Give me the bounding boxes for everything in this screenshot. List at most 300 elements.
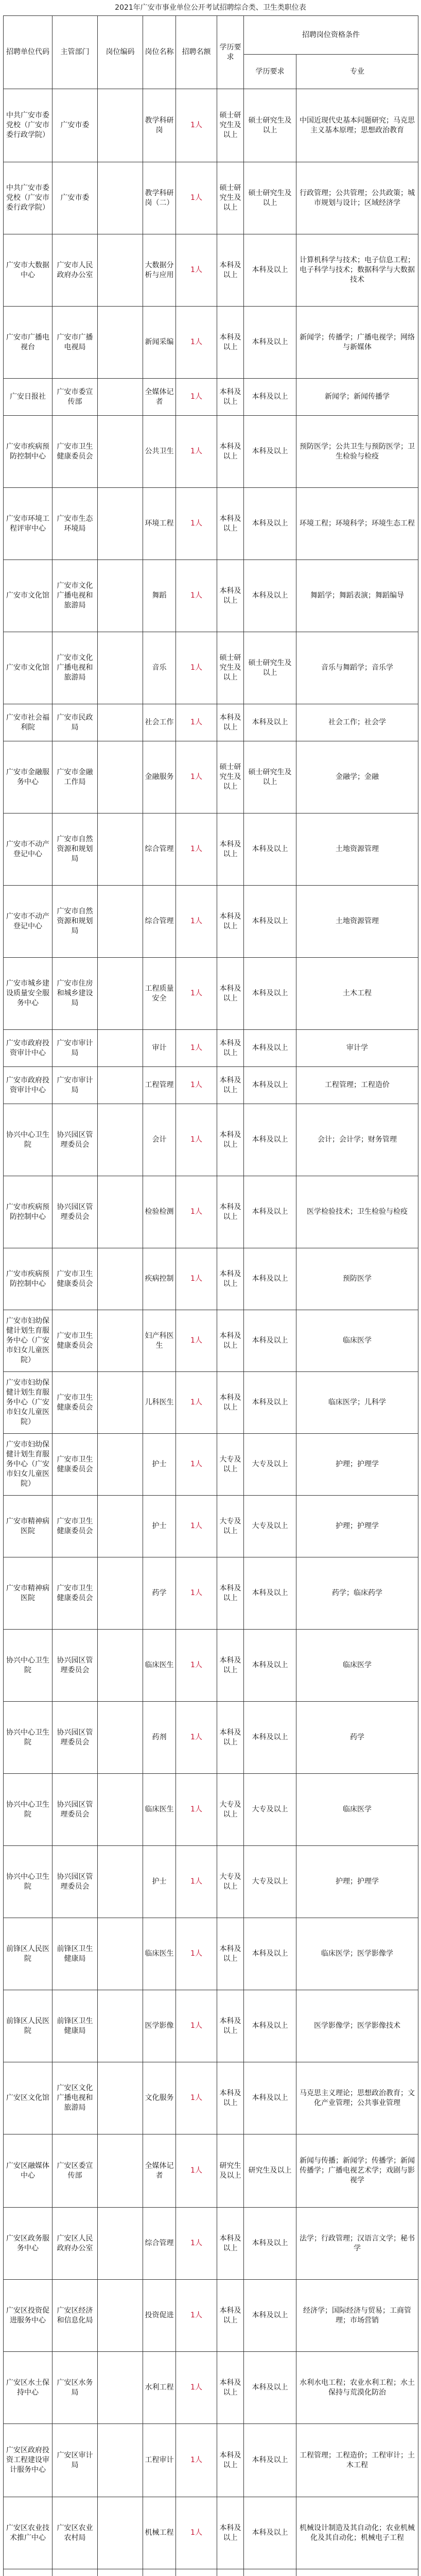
table-row <box>4 162 418 234</box>
edu-req-cell: 本科及以上 <box>244 814 296 886</box>
table-row <box>4 1702 418 1774</box>
post-name-cell: 全媒体记者 <box>143 379 176 416</box>
edu-cell: 本科及以上 <box>217 1067 244 1104</box>
edu-req-cell: 本科及以上 <box>244 1248 296 1310</box>
unit-cell: 广安市妇幼保健计划生育服务中心（广安市妇女儿童医院） <box>4 1310 52 1372</box>
table-row <box>4 488 418 560</box>
dept-cell: 协兴园区管理委员会 <box>52 1846 98 1918</box>
post-name-cell: 大数据分析与应用 <box>143 234 176 307</box>
count-cell: 1人 <box>176 1310 217 1372</box>
unit-cell: 广安市疾病预防控制中心 <box>4 1176 52 1248</box>
edu-cell: 大专及以上 <box>217 1846 244 1918</box>
post-code-cell <box>98 1846 143 1918</box>
post-code-cell <box>98 2497 143 2569</box>
dept-cell: 协兴园区管理委员会 <box>52 1104 98 1176</box>
edu-cell: 本科及以上 <box>217 2280 244 2352</box>
major-cell: 水利水电工程；农业水利工程；水土保持与荒漠化防治 <box>296 2352 418 2424</box>
major-cell: 中国近现代史基本问题研究；马克思主义基本原理；思想政治教育 <box>296 89 418 162</box>
dept-cell: 广安市自然资源和规划局 <box>52 886 98 958</box>
post-code-cell <box>98 1030 143 1067</box>
post-code-cell <box>98 2280 143 2352</box>
edu-req-cell: 本科及以上 <box>244 560 296 632</box>
post-name-cell: 护士 <box>143 1496 176 1557</box>
post-code-cell <box>98 488 143 560</box>
dept-cell: 广安市文化广播电视和旅游局 <box>52 632 98 704</box>
major-cell: 土地资源管理 <box>296 886 418 958</box>
edu-req-cell: 本科及以上 <box>244 379 296 416</box>
count-cell: 1人 <box>176 1774 217 1846</box>
post-code-cell <box>98 704 143 741</box>
table-row <box>4 2352 418 2424</box>
dept-cell: 广安区审计局 <box>52 2424 98 2497</box>
dept-cell: 广安市卫生健康委员会 <box>52 1557 98 1630</box>
edu-cell: 本科及以上 <box>217 1104 244 1176</box>
post-code-cell <box>98 2208 143 2280</box>
count-cell: 1人 <box>176 379 217 416</box>
edu-cell: 本科及以上 <box>217 1990 244 2062</box>
count-cell: 1人 <box>176 1702 217 1774</box>
table-row <box>4 1846 418 1918</box>
post-name-cell: 药剂 <box>143 1702 176 1774</box>
table-row <box>4 1030 418 1067</box>
edu-req-cell: 本科及以上 <box>244 1067 296 1104</box>
major-cell: 预防医学；公共卫生与预防医学；卫生检验与检疫 <box>296 416 418 488</box>
edu-cell: 本科及以上 <box>217 1372 244 1434</box>
post-code-cell <box>98 1310 143 1372</box>
post-name-cell: 综合管理 <box>143 814 176 886</box>
edu-cell: 本科及以上 <box>217 379 244 416</box>
dept-cell: 广安市卫生健康委员会 <box>52 1310 98 1372</box>
post-code-cell <box>98 1104 143 1176</box>
edu-req-cell: 本科及以上 <box>244 1990 296 2062</box>
major-cell: 土地资源管理 <box>296 814 418 886</box>
edu-req-cell: 硕士研究生及以上 <box>244 741 296 814</box>
post-name-cell: 检验检测 <box>143 1176 176 1248</box>
dept-cell: 广安区水务局 <box>52 2352 98 2424</box>
count-cell: 1人 <box>176 2497 217 2569</box>
table-row <box>4 89 418 162</box>
edu-cell: 本科及以上 <box>217 307 244 379</box>
unit-cell: 广安区投资促进服务中心 <box>4 2280 52 2352</box>
unit-cell: 广安日报社 <box>4 379 52 416</box>
post-name-cell: 临床医生 <box>143 1774 176 1846</box>
post-name-cell: 水利工程 <box>143 2352 176 2424</box>
post-code-cell <box>98 1774 143 1846</box>
edu-cell: 本科及以上 <box>217 1918 244 1990</box>
edu-cell: 本科及以上 <box>217 2062 244 2134</box>
count-cell: 1人 <box>176 886 217 958</box>
major-cell: 临床医学 <box>296 1310 418 1372</box>
edu-cell: 本科及以上 <box>217 1630 244 1702</box>
unit-cell: 广安市社会福利院 <box>4 704 52 741</box>
edu-cell: 硕士研究生及以上 <box>217 741 244 814</box>
table-row <box>4 2497 418 2569</box>
table-row <box>4 379 418 416</box>
edu-req-cell: 研究生及以上 <box>244 2134 296 2208</box>
post-name-cell: 音乐 <box>143 632 176 704</box>
table-row <box>4 1248 418 1310</box>
count-cell: 1人 <box>176 1030 217 1067</box>
edu-cell: 大专及以上 <box>217 1774 244 1846</box>
edu-req-cell: 本科及以上 <box>244 2352 296 2424</box>
major-cell: 护理；护理学 <box>296 1496 418 1557</box>
count-cell: 1人 <box>176 1557 217 1630</box>
edu-cell: 本科及以上 <box>217 2352 244 2424</box>
post-name-cell: 会计 <box>143 1104 176 1176</box>
count-cell: 1人 <box>176 741 217 814</box>
dept-cell: 广安市住房和城乡建设局 <box>52 958 98 1030</box>
post-name-cell: 审计 <box>143 1030 176 1067</box>
table-row <box>4 958 418 1030</box>
post-name-cell: 药学 <box>143 1557 176 1630</box>
edu-req-cell <box>244 2569 296 2576</box>
post-name-cell: 临床医生 <box>143 1918 176 1990</box>
edu-cell: 本科及以上 <box>217 1702 244 1774</box>
unit-cell: 广安市疾病预防控制中心 <box>4 416 52 488</box>
major-cell: 金融学；金融 <box>296 741 418 814</box>
count-cell: 1人 <box>176 1918 217 1990</box>
table-row <box>4 2208 418 2280</box>
table-row <box>4 741 418 814</box>
post-code-cell <box>98 560 143 632</box>
count-cell: 1人 <box>176 1372 217 1434</box>
edu-cell: 研究生及以上 <box>217 2134 244 2208</box>
major-cell: 工程管理；工程造价；工程审计；土木工程 <box>296 2424 418 2497</box>
major-cell: 工程管理；工程造价 <box>296 1067 418 1104</box>
major-cell <box>296 2569 418 2576</box>
major-cell: 护理；护理学 <box>296 1434 418 1496</box>
edu-req-cell: 本科及以上 <box>244 307 296 379</box>
post-code-cell <box>98 814 143 886</box>
post-name-cell: 综合管理 <box>143 2208 176 2280</box>
unit-cell: 广安区水土保持中心 <box>4 2352 52 2424</box>
post-name-cell: 环境工程 <box>143 488 176 560</box>
edu-req-cell: 本科及以上 <box>244 1702 296 1774</box>
unit-cell: 广安区农业技术推广中心 <box>4 2497 52 2569</box>
post-name-cell: 新闻采编 <box>143 307 176 379</box>
edu-req-cell: 本科及以上 <box>244 886 296 958</box>
major-cell: 临床医学 <box>296 1630 418 1702</box>
post-code-cell <box>98 1990 143 2062</box>
edu-req-cell: 本科及以上 <box>244 2424 296 2497</box>
edu-cell: 本科及以上 <box>217 2497 244 2569</box>
major-cell: 马克思主义理论；思想政治教育；文化产业管理；公共事业管理 <box>296 2062 418 2134</box>
unit-cell: 协兴中心卫生院 <box>4 1702 52 1774</box>
count-cell: 1人 <box>176 1067 217 1104</box>
post-name-cell: 机械工程 <box>143 2497 176 2569</box>
edu-req-cell: 本科及以上 <box>244 2497 296 2569</box>
major-cell: 临床医学；儿科学 <box>296 1372 418 1434</box>
edu-cell: 本科及以上 <box>217 814 244 886</box>
count-cell: 1人 <box>176 704 217 741</box>
edu-req-cell: 本科及以上 <box>244 1630 296 1702</box>
edu-req-cell: 本科及以上 <box>244 2208 296 2280</box>
post-code-cell <box>98 2062 143 2134</box>
post-code-cell <box>98 2424 143 2497</box>
major-cell: 新闻与传播；新闻学；传播学；新闻传播学；广播电视艺术学；戏剧与影视学 <box>296 2134 418 2208</box>
dept-cell: 广安区农业农村局 <box>52 2497 98 2569</box>
positions-body <box>4 89 418 2576</box>
dept-cell: 广安市卫生健康委员会 <box>52 1434 98 1496</box>
table-row <box>4 1104 418 1176</box>
major-cell: 护理；护理学 <box>296 1846 418 1918</box>
dept-cell <box>52 2569 98 2576</box>
post-name-cell: 工程审计 <box>143 2424 176 2497</box>
unit-cell: 广安市妇幼保健计划生育服务中心（广安市妇女儿童医院） <box>4 1434 52 1496</box>
post-code-cell <box>98 1067 143 1104</box>
unit-cell: 中共广安市委党校（广安市委行政学院） <box>4 89 52 162</box>
count-cell: 1人 <box>176 2208 217 2280</box>
table-row <box>4 814 418 886</box>
post-name-cell: 工程质量安全 <box>143 958 176 1030</box>
major-cell: 行政管理；公共管理；公共政策；城市规划与设计；区域经济学 <box>296 162 418 234</box>
count-cell: 1人 <box>176 416 217 488</box>
edu-req-cell: 本科及以上 <box>244 488 296 560</box>
post-code-cell <box>98 1434 143 1496</box>
unit-cell: 广安市政府投资审计中心 <box>4 1030 52 1067</box>
edu-req-cell: 本科及以上 <box>244 704 296 741</box>
dept-cell: 前锋区卫生健康局 <box>52 1990 98 2062</box>
count-cell: 1人 <box>176 958 217 1030</box>
major-cell: 社会工作；社会学 <box>296 704 418 741</box>
dept-cell: 广安市自然资源和规划局 <box>52 814 98 886</box>
post-code-cell <box>98 162 143 234</box>
major-cell: 临床医学 <box>296 1774 418 1846</box>
table-row <box>4 307 418 379</box>
table-row <box>4 632 418 704</box>
unit-cell <box>4 2569 52 2576</box>
major-cell: 新闻学；传播学；广播电视学；网络与新媒体 <box>296 307 418 379</box>
major-cell: 医学影像学；医学影像技术 <box>296 1990 418 2062</box>
post-code-cell <box>98 234 143 307</box>
major-cell: 环境工程；环境科学；环境生态工程 <box>296 488 418 560</box>
edu-req-cell: 硕士研究生及以上 <box>244 162 296 234</box>
unit-cell: 广安市大数据中心 <box>4 234 52 307</box>
table-row <box>4 1557 418 1630</box>
dept-cell: 广安市委宣传部 <box>52 379 98 416</box>
unit-cell: 广安市广播电视台 <box>4 307 52 379</box>
major-cell: 药学 <box>296 1702 418 1774</box>
major-cell: 音乐与舞蹈学；音乐学 <box>296 632 418 704</box>
post-code-cell <box>98 379 143 416</box>
edu-req-cell: 大专及以上 <box>244 1496 296 1557</box>
post-name-cell: 护士 <box>143 1846 176 1918</box>
edu-req-cell: 本科及以上 <box>244 1104 296 1176</box>
header-edu-2: 学历要求 <box>244 55 296 89</box>
major-cell: 医学检验技术；卫生检验与检疫 <box>296 1176 418 1248</box>
count-cell: 1人 <box>176 2424 217 2497</box>
dept-cell: 广安市文化广播电视和旅游局 <box>52 560 98 632</box>
unit-cell: 协兴中心卫生院 <box>4 1774 52 1846</box>
edu-req-cell: 大专及以上 <box>244 1774 296 1846</box>
unit-cell: 广安市金融服务中心 <box>4 741 52 814</box>
table-row <box>4 886 418 958</box>
table-row <box>4 1434 418 1496</box>
post-name-cell: 教学科研岗（二） <box>143 162 176 234</box>
table-row <box>4 1774 418 1846</box>
unit-cell: 广安市精神病医院 <box>4 1496 52 1557</box>
post-code-cell <box>98 1918 143 1990</box>
post-name-cell: 社会工作 <box>143 704 176 741</box>
count-cell: 1人 <box>176 1176 217 1248</box>
table-row <box>4 2424 418 2497</box>
major-cell: 经济学；国际经济与贸易；工商管理；市场营销 <box>296 2280 418 2352</box>
table-row <box>4 1372 418 1434</box>
post-code-cell <box>98 1496 143 1557</box>
count-cell: 1人 <box>176 2134 217 2208</box>
major-cell: 机械设计制造及其自动化；农业机械化及其自动化；机械电子工程 <box>296 2497 418 2569</box>
dept-cell: 广安市委 <box>52 89 98 162</box>
post-code-cell <box>98 886 143 958</box>
post-name-cell: 工程管理 <box>143 1067 176 1104</box>
table-row <box>4 2569 418 2576</box>
post-name-cell: 舞蹈 <box>143 560 176 632</box>
post-code-cell <box>98 741 143 814</box>
unit-cell: 广安市不动产登记中心 <box>4 886 52 958</box>
post-code-cell <box>98 1702 143 1774</box>
count-cell: 1人 <box>176 1630 217 1702</box>
unit-cell: 广安市精神病医院 <box>4 1557 52 1630</box>
post-name-cell: 教学科研岗 <box>143 89 176 162</box>
post-name-cell: 综合管理 <box>143 886 176 958</box>
count-cell: 1人 <box>176 2280 217 2352</box>
post-code-cell <box>98 1372 143 1434</box>
unit-cell: 协兴中心卫生院 <box>4 1104 52 1176</box>
dept-cell: 广安区经济和信息化局 <box>52 2280 98 2352</box>
unit-cell: 广安区政务服务中心 <box>4 2208 52 2280</box>
table-row <box>4 2280 418 2352</box>
dept-cell: 协兴园区管理委员会 <box>52 1630 98 1702</box>
post-code-cell <box>98 1557 143 1630</box>
post-name-cell: 医学影像 <box>143 1990 176 2062</box>
post-name-cell: 公共卫生 <box>143 416 176 488</box>
edu-req-cell: 本科及以上 <box>244 958 296 1030</box>
unit-cell: 协兴中心卫生院 <box>4 1630 52 1702</box>
table-row <box>4 704 418 741</box>
edu-cell: 硕士研究生及以上 <box>217 89 244 162</box>
edu-cell: 本科及以上 <box>217 958 244 1030</box>
dept-cell: 广安市审计局 <box>52 1030 98 1067</box>
edu-req-cell: 本科及以上 <box>244 2062 296 2134</box>
edu-req-cell: 硕士研究生及以上 <box>244 89 296 162</box>
count-cell: 1人 <box>176 632 217 704</box>
table-row <box>4 560 418 632</box>
edu-cell: 本科及以上 <box>217 1030 244 1067</box>
count-cell: 1人 <box>176 814 217 886</box>
post-code-cell <box>98 416 143 488</box>
unit-cell: 广安市政府投资审计中心 <box>4 1067 52 1104</box>
dept-cell: 广安区委宣传部 <box>52 2134 98 2208</box>
count-cell: 1人 <box>176 1496 217 1557</box>
dept-cell: 广安市审计局 <box>52 1067 98 1104</box>
edu-cell: 本科及以上 <box>217 1557 244 1630</box>
unit-cell: 广安市环境工程评审中心 <box>4 488 52 560</box>
count-cell: 1人 <box>176 234 217 307</box>
count-cell: 1人 <box>176 1434 217 1496</box>
post-name-cell: 护士 <box>143 1434 176 1496</box>
header-post-code: 岗位编码 <box>98 16 143 89</box>
header-post-name: 岗位名称 <box>143 16 176 89</box>
edu-cell: 本科及以上 <box>217 2424 244 2497</box>
table-row <box>4 1630 418 1702</box>
unit-cell: 前锋区人民医院 <box>4 1990 52 2062</box>
header-unit: 招聘单位代码 <box>4 16 52 89</box>
count-cell <box>176 2569 217 2576</box>
header-dept: 主管部门 <box>52 16 98 89</box>
page-title: 2021年广安市事业单位公开考试招聘综合类、卫生类职位表 <box>115 4 306 12</box>
dept-cell: 广安市委 <box>52 162 98 234</box>
post-code-cell <box>98 89 143 162</box>
edu-req-cell: 本科及以上 <box>244 416 296 488</box>
table-row <box>4 2134 418 2208</box>
major-cell: 新闻学；新闻传播学 <box>296 379 418 416</box>
post-code-cell <box>98 1248 143 1310</box>
post-name-cell: 疾病控制 <box>143 1248 176 1310</box>
unit-cell: 广安区融媒体中心 <box>4 2134 52 2208</box>
dept-cell: 协兴园区管理委员会 <box>52 1702 98 1774</box>
unit-cell: 广安市疾病预防控制中心 <box>4 1248 52 1310</box>
count-cell: 1人 <box>176 1846 217 1918</box>
edu-req-cell: 本科及以上 <box>244 234 296 307</box>
table-row <box>4 1990 418 2062</box>
table-row <box>4 1176 418 1248</box>
unit-cell: 广安市不动产登记中心 <box>4 814 52 886</box>
major-cell: 舞蹈学；舞蹈表演；舞蹈编导 <box>296 560 418 632</box>
table-row <box>4 1918 418 1990</box>
dept-cell: 广安市卫生健康委员会 <box>52 1496 98 1557</box>
edu-cell: 本科及以上 <box>217 1176 244 1248</box>
post-code-cell <box>98 307 143 379</box>
unit-cell: 广安市城乡建设质量安全服务中心 <box>4 958 52 1030</box>
post-code-cell <box>98 2569 143 2576</box>
count-cell: 1人 <box>176 1990 217 2062</box>
post-code-cell <box>98 632 143 704</box>
edu-cell: 本科及以上 <box>217 488 244 560</box>
count-cell: 1人 <box>176 2352 217 2424</box>
unit-cell: 广安区文化馆 <box>4 2062 52 2134</box>
header-edu: 学历要求 <box>217 16 244 89</box>
post-name-cell: 妇产科医生 <box>143 1310 176 1372</box>
count-cell: 1人 <box>176 1248 217 1310</box>
table-row <box>4 1310 418 1372</box>
edu-req-cell: 本科及以上 <box>244 1557 296 1630</box>
post-code-cell <box>98 2134 143 2208</box>
unit-cell: 广安市文化馆 <box>4 560 52 632</box>
dept-cell: 广安市卫生健康委员会 <box>52 416 98 488</box>
edu-req-cell: 大专及以上 <box>244 1846 296 1918</box>
dept-cell: 广安市民政局 <box>52 704 98 741</box>
count-cell: 1人 <box>176 1104 217 1176</box>
edu-cell: 大专及以上 <box>217 1496 244 1557</box>
dept-cell: 广安市生态环境局 <box>52 488 98 560</box>
unit-cell: 协兴中心卫生院 <box>4 1846 52 1918</box>
count-cell: 1人 <box>176 2062 217 2134</box>
dept-cell: 广安区文化广播电视和旅游局 <box>52 2062 98 2134</box>
dept-cell: 协兴园区管理委员会 <box>52 1774 98 1846</box>
major-cell: 计算机科学与技术；电子信息工程；电子科学与技术；数据科学与大数据技术 <box>296 234 418 307</box>
table-row <box>4 1496 418 1557</box>
edu-cell: 本科及以上 <box>217 560 244 632</box>
unit-cell: 前锋区人民医院 <box>4 1918 52 1990</box>
major-cell: 审计学 <box>296 1030 418 1067</box>
major-cell: 临床医学；医学影像学 <box>296 1918 418 1990</box>
post-code-cell <box>98 958 143 1030</box>
post-code-cell <box>98 1176 143 1248</box>
post-code-cell <box>98 1630 143 1702</box>
dept-cell: 广安市广播电视局 <box>52 307 98 379</box>
header-req: 招聘岗位资格条件 <box>244 16 418 55</box>
post-name-cell <box>143 2569 176 2576</box>
